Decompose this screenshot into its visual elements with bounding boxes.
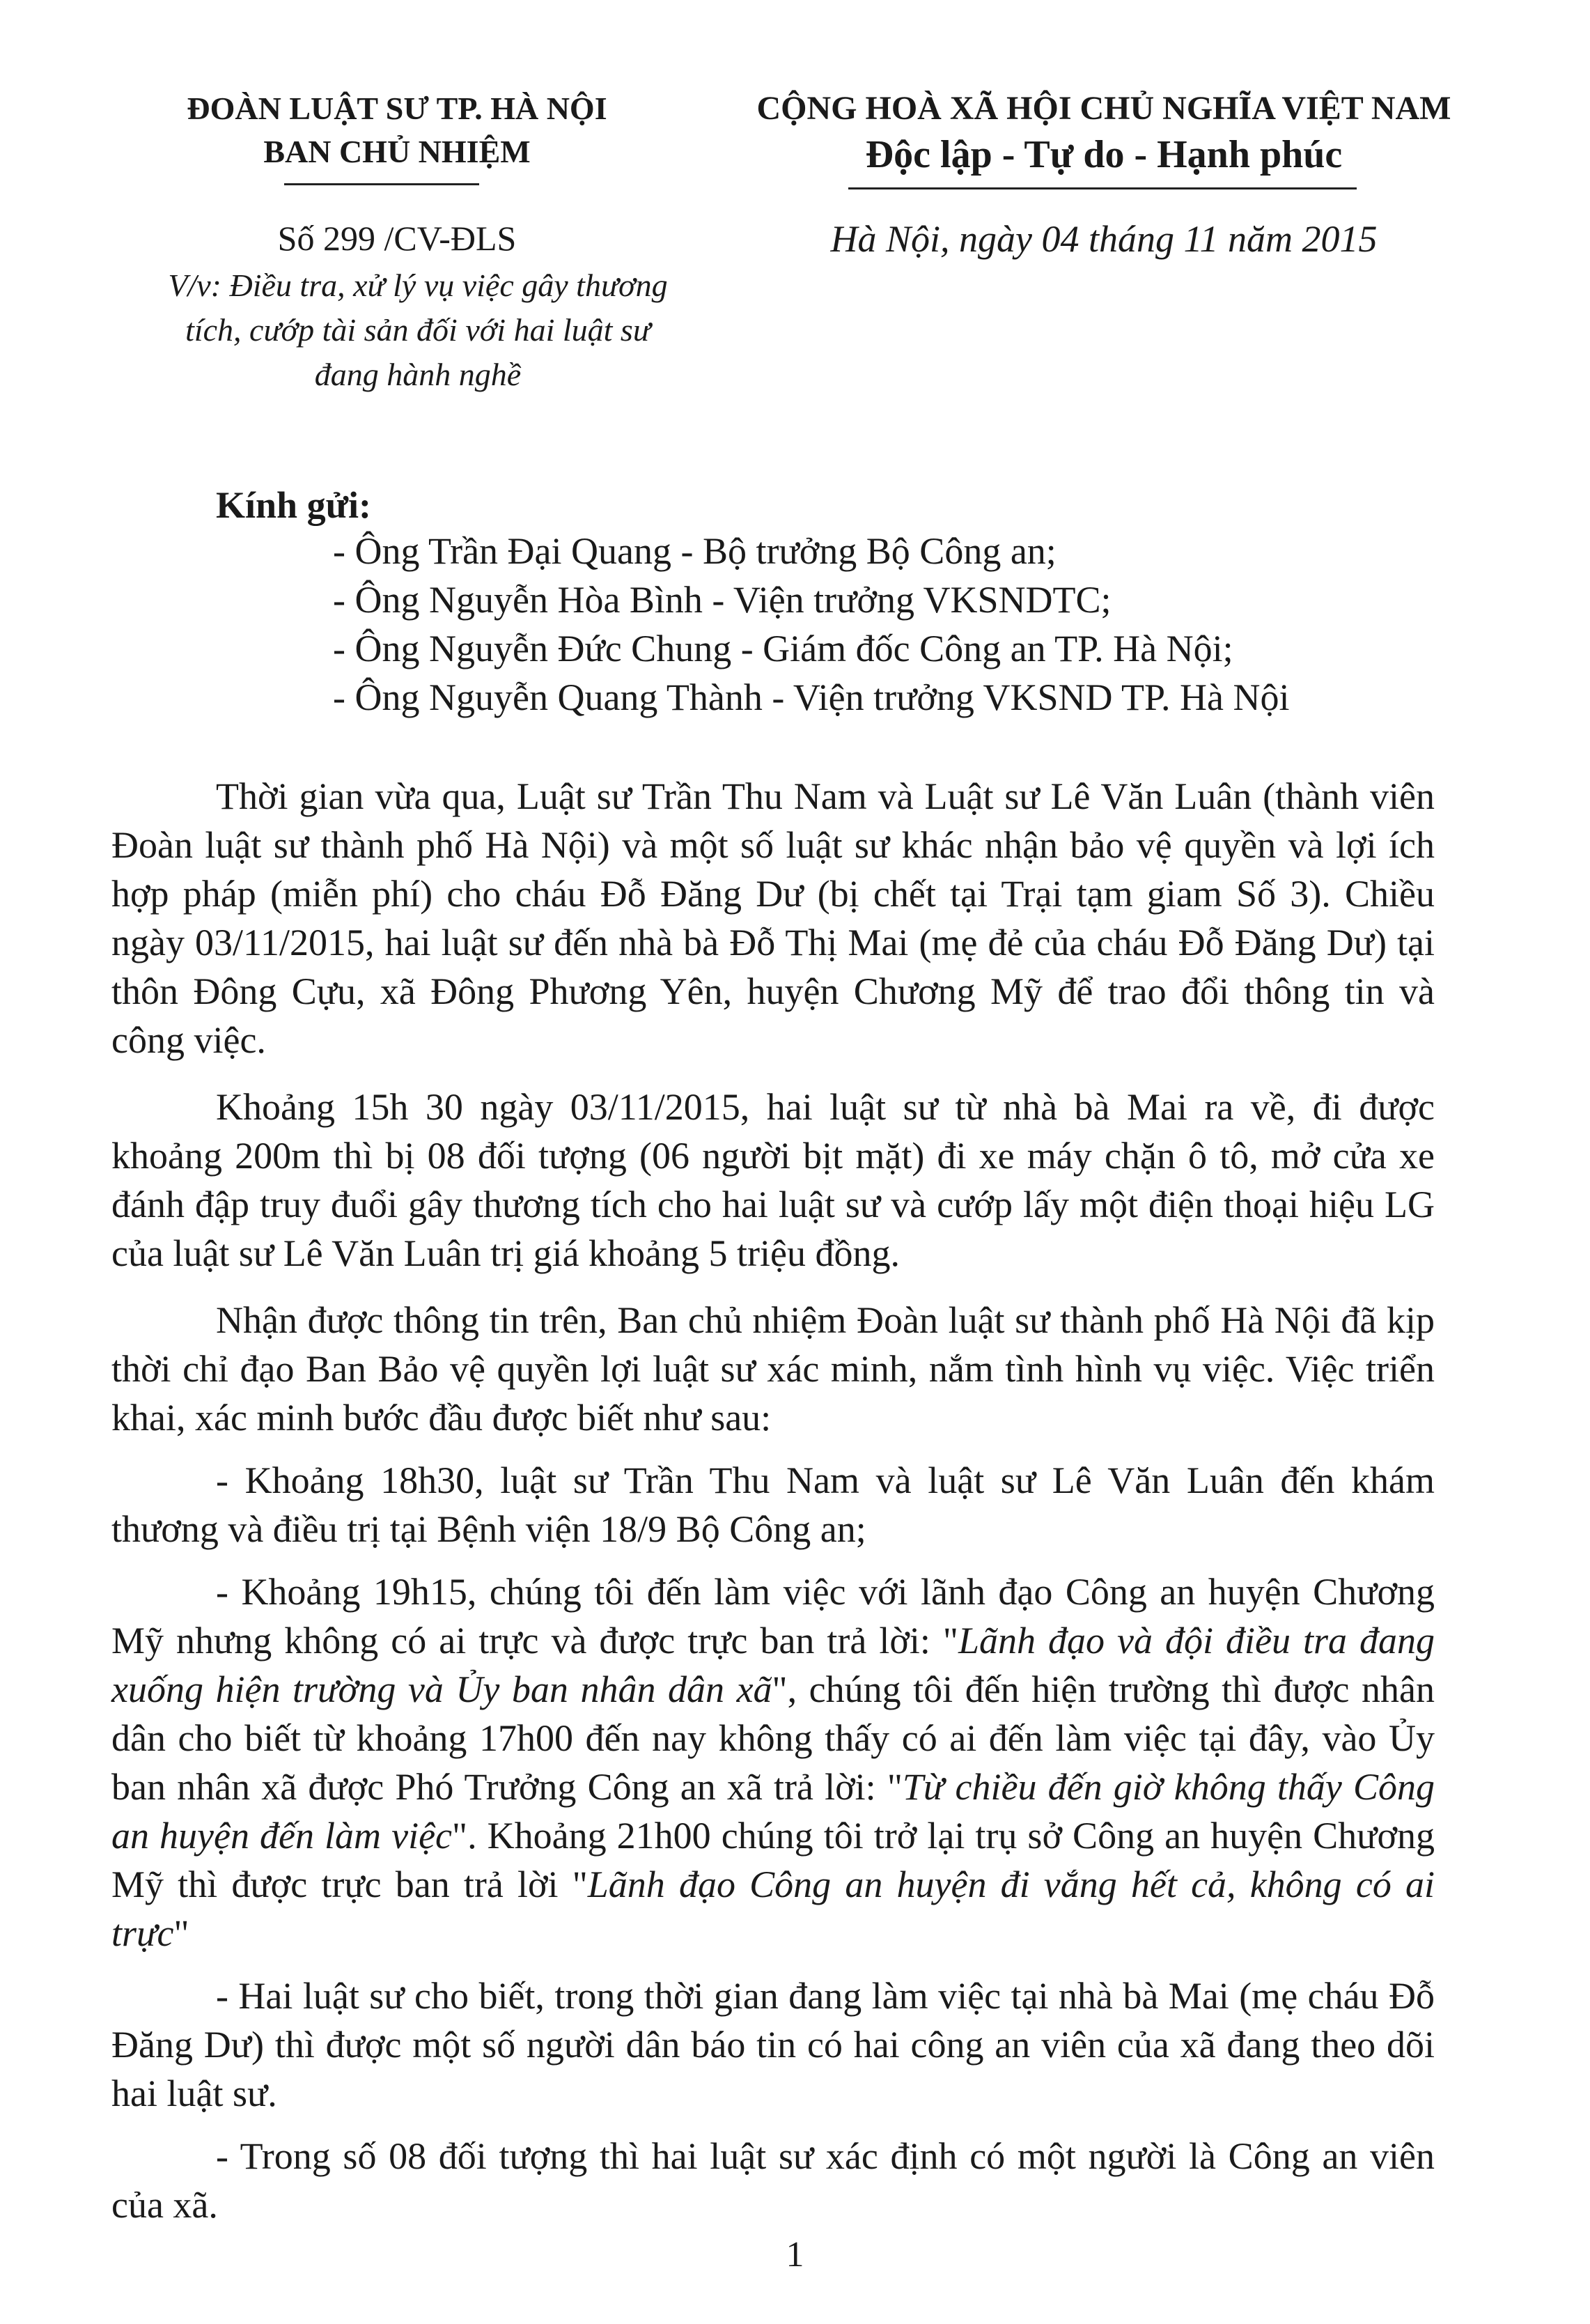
body-paragraph: - Khoảng 18h30, luật sư Trần Thu Nam và luật sư Lê Văn Luân đến khám thương và điều trị tại Bệnh viện 18/9 Bộ Công an; — [111, 1459, 1435, 1550]
document-subject — [160, 263, 676, 397]
place-and-date: Hà Nội, ngày 04 tháng 11 năm 2015 — [830, 218, 1378, 260]
page-number: 1 — [786, 2235, 804, 2275]
body-paragraph: Khoảng 15h 30 ngày 03/11/2015, hai luật sư từ nhà bà Mai ra về, đi được khoảng 200m thì bị 08 đối tượng (06 người bịt mặt) đi xe máy chặn ô tô, mở cửa xe đánh đập truy đuổi gây thương tích cho hai luật sư và cướp lấy một điện thoại hiệu LG của luật sư Lê Văn Luân trị giá khoảng 5 triệu đồng. — [111, 1086, 1435, 1274]
paragraph-text: " — [173, 1912, 189, 1954]
motto-underline — [848, 187, 1357, 189]
body-paragraph: - Hai luật sư cho biết, trong thời gian đang làm việc tại nhà bà Mai (mẹ cháu Đỗ Đăng Dư) thì được một số người dân báo tin có hai công an viên của xã đang theo dõi hai luật sư. — [111, 1975, 1435, 2114]
quoted-reply: Từ chiều đến giờ không thấy Công an huyện đến làm việc — [111, 1766, 1435, 1857]
national-motto: Độc lập - Tự do - Hạnh phúc — [865, 133, 1343, 176]
issuing-organization — [160, 87, 634, 173]
recipient-item: - Ông Nguyễn Hòa Bình - Viện trưởng VKSNDTC; — [333, 579, 1112, 621]
document-number: Số 299 /CV-ĐLS — [277, 219, 517, 258]
body-paragraph — [111, 1567, 1435, 1958]
org-underline — [284, 183, 479, 185]
recipient-item: - Ông Nguyễn Quang Thành - Viện trưởng VKSND TP. Hà Nội — [333, 676, 1290, 718]
subject-lead: V/v: — [168, 268, 222, 303]
org-name: ĐOÀN LUẬT SƯ TP. HÀ NỘI — [187, 91, 607, 126]
body-paragraph: Nhận được thông tin trên, Ban chủ nhiệm Đoàn luật sư thành phố Hà Nội đã kịp thời chỉ đạo Ban Bảo vệ quyền lợi luật sư xác minh, nắm tình hình vụ việc. Việc triển khai, xác minh bước đầu được biết như sau: — [111, 1299, 1435, 1439]
recipient-list — [333, 527, 1290, 722]
national-heading — [703, 87, 1504, 179]
quoted-reply: Lãnh đạo và đội điều tra đang xuống hiện trường và Ủy ban nhân dân xã — [111, 1620, 1435, 1710]
paragraph-text: - Khoảng 19h15, chúng tôi đến làm việc với lãnh đạo Công an huyện Chương Mỹ nhưng không có ai trực và được trực ban trả lời: " — [111, 1571, 1435, 1661]
nation-name: CỘNG HOÀ XÃ HỘI CHỦ NGHĨA VIỆT NAM — [756, 90, 1451, 127]
recipient-item: - Ông Trần Đại Quang - Bộ trưởng Bộ Công an; — [333, 530, 1057, 572]
subject-text: Điều tra, xử lý vụ việc gây thương tích, cướp tài sản đối với hai luật sư đang hành nghề — [185, 268, 668, 392]
salutation: Kính gửi: — [216, 484, 371, 526]
letter-body — [111, 772, 1435, 2229]
body-paragraph: Thời gian vừa qua, Luật sư Trần Thu Nam và Luật sư Lê Văn Luân (thành viên Đoàn luật sư thành phố Hà Nội) và một số luật sư khác nhận bảo vệ quyền và lợi ích hợp pháp (miễn phí) cho cháu Đỗ Đăng Dư (bị chết tại Trại tạm giam Số 3). Chiều ngày 03/11/2015, hai luật sư đến nhà bà Đỗ Thị Mai (mẹ đẻ của cháu Đỗ Đăng Dư) tại thôn Đông Cựu, xã Đông Phương Yên, huyện Chương Mỹ để trao đổi thông tin và công việc. — [111, 775, 1435, 1061]
org-department: BAN CHỦ NHIỆM — [263, 134, 531, 169]
quoted-reply: Lãnh đạo Công an huyện đi vắng hết cả, không có ai trực — [111, 1864, 1435, 1954]
recipient-item: - Ông Nguyễn Đức Chung - Giám đốc Công an TP. Hà Nội; — [333, 628, 1233, 669]
paragraph-text: ", chúng tôi đến hiện trường thì được nhân dân cho biết từ khoảng 17h00 đến nay không thấy có ai đến làm việc tại đây, vào Ủy ban nhân xã được Phó Trưởng Công an xã trả lời: " — [111, 1668, 1435, 1808]
body-paragraph: - Trong số 08 đối tượng thì hai luật sư xác định có một người là Công an viên của xã. — [111, 2135, 1435, 2226]
paragraph-text: ". Khoảng 21h00 chúng tôi trở lại trụ sở Công an huyện Chương Mỹ thì được trực ban trả lời " — [111, 1815, 1435, 1905]
